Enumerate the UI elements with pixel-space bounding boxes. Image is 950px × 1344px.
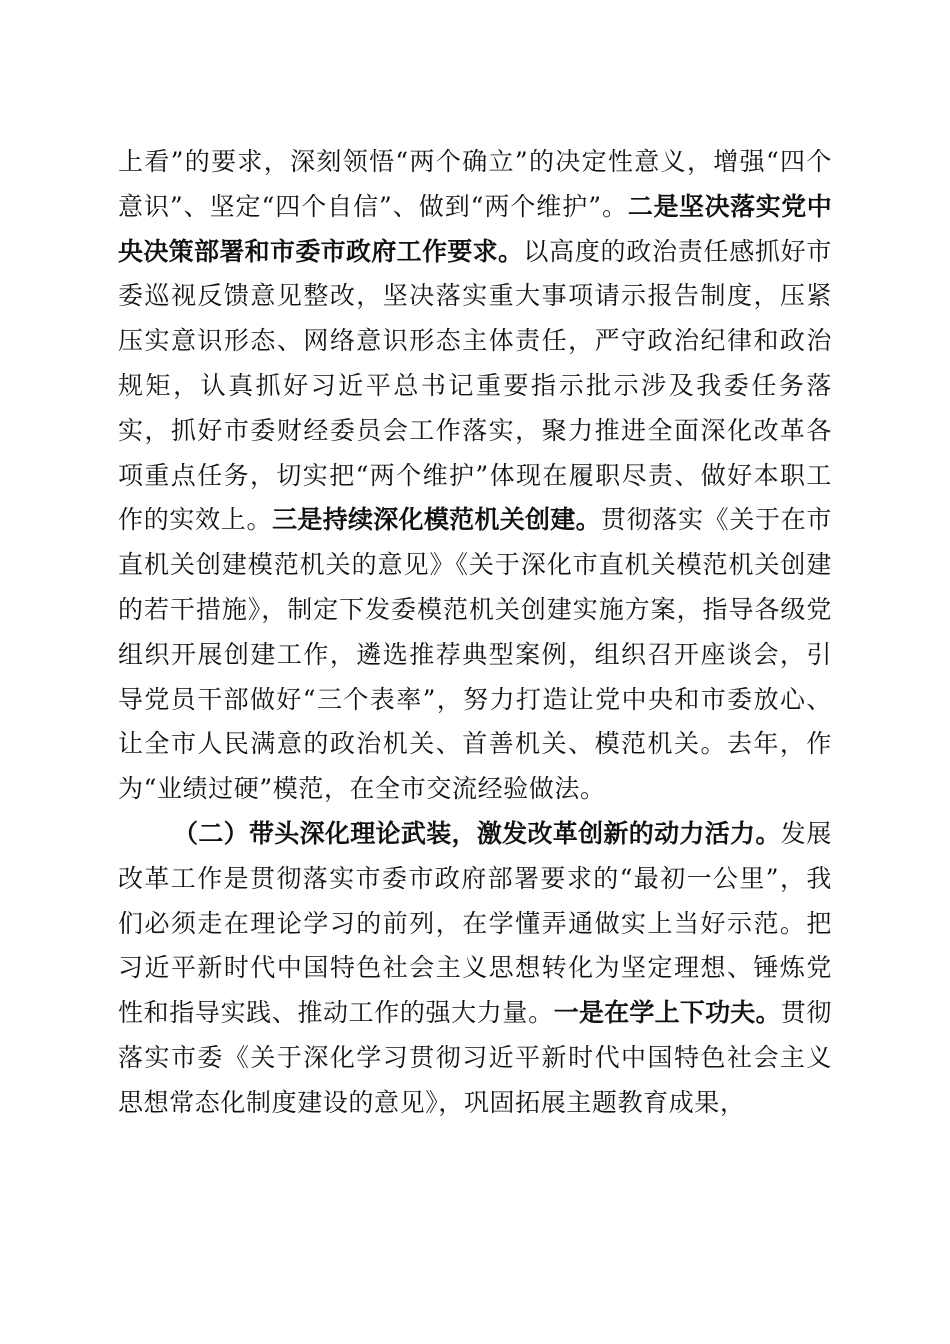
sentence: 贯彻落实《关于在市直机关创建模范机关的意见》《关于深化市直机关模范机关创建的若干措施》，制定下发委模范机关创建实施方案，指导各级党组织开展创建工作，遴选推荐典型案例，组织召开座谈会，引导党员干部做好“三个表率”，努力打造让党中央和市委放心、让全市人民满意的政治机关、首善机关、模范机关。去年，作为“业绩过硬”模范，在全市交流经验做法。 — [118, 505, 832, 804]
sentence: 贯彻落实市委《关于深化学习贯彻习近平新时代中国特色社会主义思想常态化制度建设的意见》，巩固拓展主题教育成果， — [118, 998, 832, 1117]
paragraph-theory-arming — [118, 812, 832, 1126]
sentence: 上看”的要求，深刻领悟“两个确立”的决定性意义，增强“四个意识”、坚定“四个自信”、做到“两个维护”。 — [118, 147, 832, 221]
paragraph-political-building — [118, 140, 832, 812]
sentence: 以高度的政治责任感抓好市委巡视反馈意见整改，坚决落实重大事项请示报告制度，压紧压实意识形态、网络意识形态主体责任，严守政治纪律和政治规矩，认真抓好习近平总书记重要指示批示涉及我委任务落实，抓好市委财经委员会工作落实，聚力推进全面深化改革各项重点任务，切实把“两个维护”体现在履职尽责、做好本职工作的实效上。 — [118, 236, 833, 535]
bold-heading: 二是坚决落实党中央决策部署和市委市政府工作要求。 — [118, 191, 832, 266]
sentence: 发展改革工作是贯彻落实市委市政府部署要求的“最初一公里”，我们必须走在理论学习的前列，在学懂弄通做实上当好示范。把习近平新时代中国特色社会主义思想转化为坚定理想、锤炼党性和指导实践、推动工作的强大力量。 — [118, 818, 832, 1028]
bold-heading: 三是持续深化模范机关创建。 — [272, 505, 601, 535]
section-heading: （二）带头深化理论武装，激发改革创新的动力活力。 — [173, 818, 781, 848]
bold-heading: 一是在学上下功夫。 — [553, 998, 781, 1028]
body-text — [118, 140, 832, 1126]
